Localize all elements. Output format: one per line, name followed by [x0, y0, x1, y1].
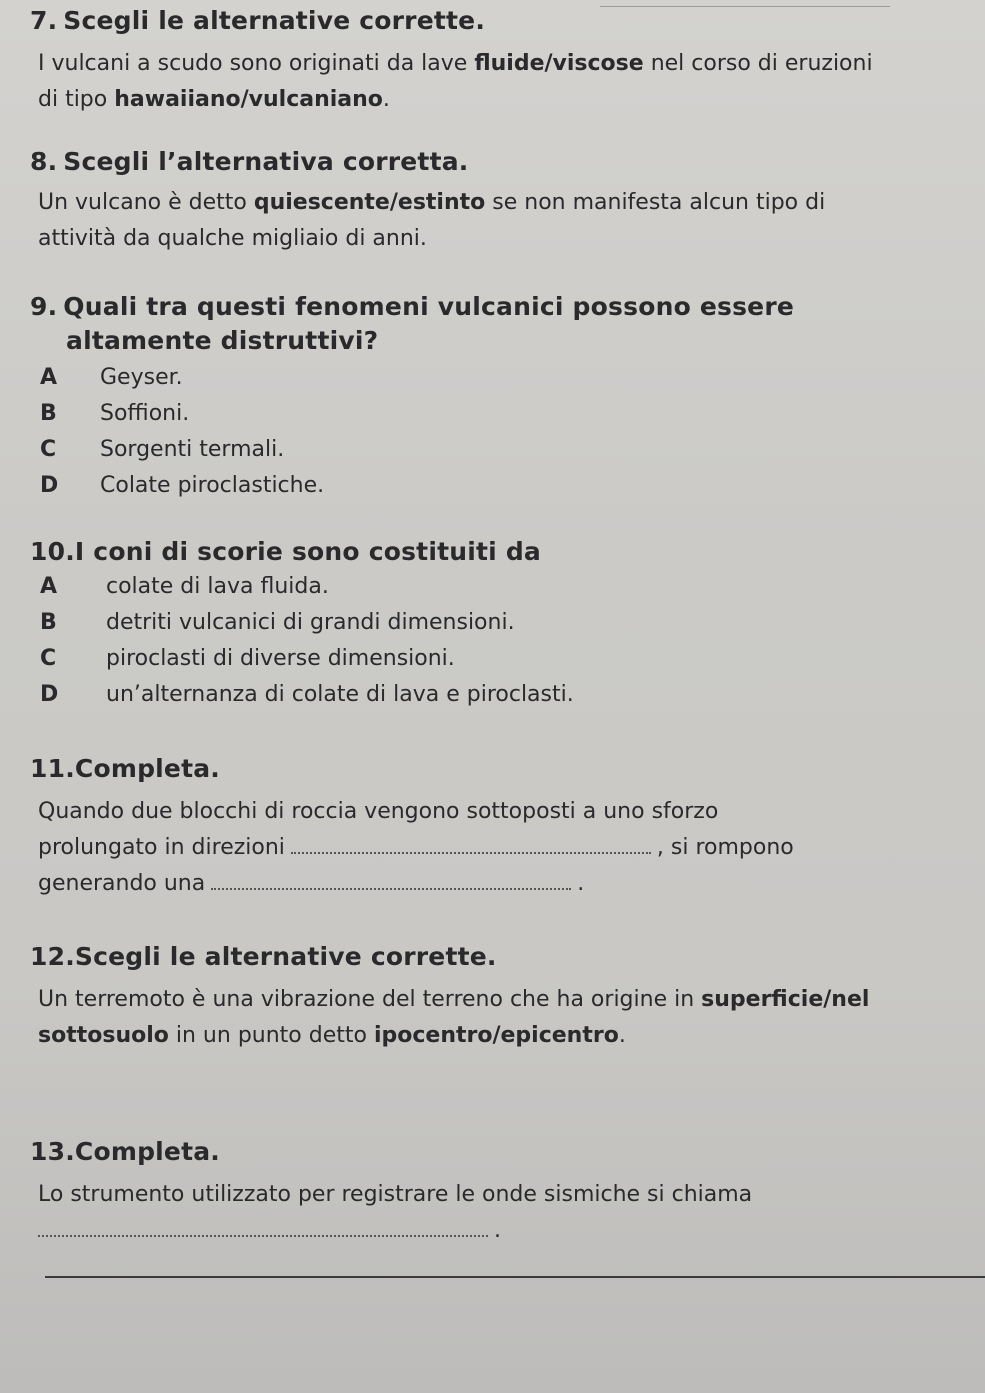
question-8-title: 8. Scegli l’alternativa corretta.: [30, 147, 469, 176]
blank-direzioni[interactable]: [291, 832, 651, 854]
blank-strumento[interactable]: [38, 1215, 488, 1237]
question-9-title: 9. Quali tra questi fenomeni vulcanici possono essere altamente distruttivi?: [30, 292, 794, 355]
question-12-text: Un terremoto è una vibrazione del terreno che ha origine in superficie/nel sottosuolo in un punto detto ipocentro/epicentro.: [38, 987, 870, 1048]
choice-superficie-sottosuolo[interactable]: superficie/nel sottosuolo: [38, 987, 870, 1048]
question-12-title: 12.Scegli le alternative corrette.: [30, 942, 497, 971]
option-9b[interactable]: B Soffioni.: [40, 401, 190, 426]
question-9-options: [30, 360, 965, 504]
question-8: [30, 145, 965, 257]
question-10-options: [30, 569, 965, 713]
choice-hawaiiano-vulcaniano[interactable]: hawaiiano/vulcaniano: [114, 87, 383, 112]
option-10a[interactable]: A colate di lava fluida.: [40, 574, 329, 599]
option-9c[interactable]: C Sorgenti termali.: [40, 437, 285, 462]
bottom-divider: [45, 1276, 985, 1278]
option-10d[interactable]: D un’alternanza di colate di lava e piroclasti.: [40, 682, 574, 707]
question-9: [30, 290, 965, 504]
question-11-title: 11.Completa.: [30, 754, 221, 783]
option-10c[interactable]: C piroclasti di diverse dimensioni.: [40, 646, 455, 671]
question-7-title: 7. Scegli le alternative corrette.: [30, 6, 486, 35]
question-11-text: Quando due blocchi di roccia vengono sottoposti a uno sforzo prolungato in direzioni , si rompono generando una .: [38, 799, 794, 896]
question-8-text: Un vulcano è detto quiescente/estinto se non manifesta alcun tipo di attività da qualche migliaio di anni.: [38, 190, 826, 251]
question-12: [30, 940, 965, 1054]
blank-generando[interactable]: [211, 868, 571, 890]
question-10: [30, 535, 965, 713]
question-7: [30, 4, 965, 118]
question-11: [30, 752, 965, 902]
option-9a[interactable]: A Geyser.: [40, 365, 183, 390]
option-10b[interactable]: B detriti vulcanici di grandi dimensioni.: [40, 610, 515, 635]
question-7-text: I vulcani a scudo sono originati da lave fluide/viscose nel corso di eruzioni di tipo hawaiiano/vulcaniano.: [38, 51, 873, 112]
question-13-text: Lo strumento utilizzato per registrare le onde sismiche si chiama .: [38, 1182, 753, 1243]
option-9d[interactable]: D Colate piroclastiche.: [40, 473, 325, 498]
question-10-title: 10.I coni di scorie sono costituiti da: [30, 537, 541, 566]
question-13-title: 13.Completa.: [30, 1137, 221, 1166]
choice-quiescente-estinto[interactable]: quiescente/estinto: [253, 190, 486, 215]
choice-fluide-viscose[interactable]: fluide/viscose: [474, 51, 644, 76]
question-13: [30, 1135, 965, 1249]
choice-ipocentro-epicentro[interactable]: ipocentro/epicentro: [373, 1023, 619, 1048]
